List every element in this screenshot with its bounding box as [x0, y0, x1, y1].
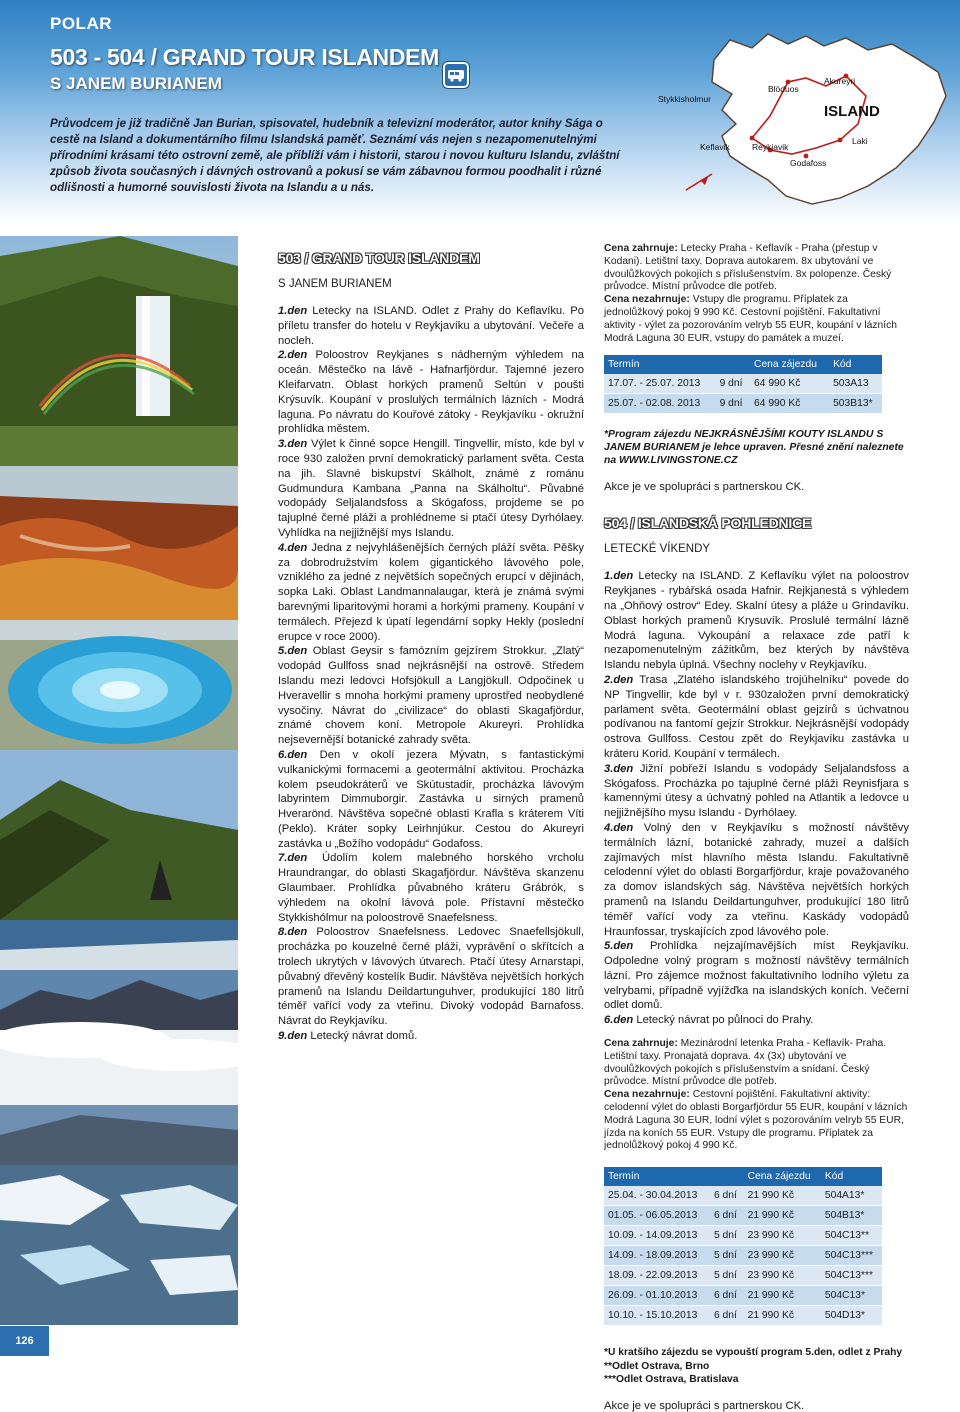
cell-price: 23 990 Kč	[744, 1226, 821, 1246]
tour-504-day-3: 3.den Jižní pobřeží Islandu s vodopády Seljalandsfoss a Skógafoss. Procházka po tajuplné černé pláži Reynisfjara s kamennými útesy a úchvatný pohled na Atlantik a ledovce u nejjižnějšího mysu Islandu - Dyrhólaey.	[604, 762, 909, 820]
cell-length: 5 dní	[710, 1226, 744, 1246]
cell-length: 6 dní	[710, 1206, 744, 1226]
map-title: ISLAND	[824, 103, 880, 120]
cell-term: 10.10. - 15.10.2013	[604, 1306, 710, 1326]
photo-cliffs	[0, 750, 238, 970]
table-row	[604, 394, 882, 414]
tour-504-price-includes: Cena zahrnuje: Mezinárodní letenka Praha - Keflavík- Praha. Letištní taxy. Pronajatá doprava. 4x (3x) ubytování ve dvoulůžkových pokojích s příslušenstvím a snídaní. Český průvodce. Místní průvodce dle potřeb.	[604, 1038, 887, 1088]
footnote-1: *U kratšího zájezdu se vypouští program 5.den, odlet z Prahy	[604, 1347, 903, 1359]
cell-length: 5 dní	[710, 1246, 744, 1266]
col-header-price: Cena zájezdu	[750, 355, 829, 374]
tour-503-day-8: 8.den Poloostrov Snaefelsness. Ledovec Snaefellsjökull, procházka po kouzelné černé pláži, vyprávění o skřítcích a trolech ukrytých v lávových útvarech. Ptačí útesy Arnarstapi, půvabný dřevěný kostelík Budir. Návštěva největších horkých pramenů na Islandu Deildartunguhver, produkující 180 litrů téměř vařící vody za vteřinu. Divoký vodopád Barnafoss. Návrat do Reykjavíku.	[278, 926, 584, 1028]
cell-term: 10.09. - 14.09.2013	[604, 1226, 710, 1246]
photo-fog	[0, 970, 238, 1105]
tour-503-day-2: 2.den Poloostrov Reykjanes s nádherným výhledem na oceán. Městečko na lávě - Hafnarfjördur. Tajemné jezero Kleifarvatn. Oblast horkých pramenů Seltún v poušti Krýsuvík. Koupání v proslulých termálních lázních - Modrá laguna. Po návratu do Kouřové zátoky - Reykjavíku - okružní prohlídka městem.	[278, 349, 584, 436]
photo-waterfall	[0, 236, 238, 466]
tour-504-price-excludes: Cena nezahrnuje: Cestovní pojištění. Fakultativní aktivity: celodenní výlet do oblasti Borgarfjördur 55 EUR, koupání v lázních Modrá Laguna 30 EUR, lodní výlet s pozorováním velryb 55 EUR, jízda na koních 55 EUR. Vstupy dle programu. Příplatek za jednolůžkový pokoj 4 990 Kč.	[604, 1089, 908, 1152]
cell-code: 504B13*	[821, 1206, 882, 1226]
page-title: 503 - 504 / GRAND TOUR ISLANDEM	[50, 44, 440, 70]
cell-code: 504C13**	[821, 1226, 882, 1246]
bus-icon	[443, 62, 469, 88]
table-header-row	[604, 355, 882, 374]
tour-503-day-7: 7.den Údolím kolem malebného horského vrcholu Hraundrangar, do oblasti Skagafjördur. Návštěva skanzenu Glaumbaer. Prohlídka půvabného kráteru Grábrók, s výhledem na okolní lávová pole. Přístavní městečko Stykkishólmur na poloostrově Snaefelsness.	[278, 852, 584, 924]
tour-504-subheading: LETECKÉ VÍKENDY	[604, 543, 711, 556]
table-header-row	[604, 1167, 882, 1186]
cell-price: 21 990 Kč	[744, 1206, 821, 1226]
tour-503-day-9: 9.den Letecký návrat domů.	[278, 1030, 418, 1043]
tour-504-itinerary	[604, 569, 909, 1028]
iceland-map	[656, 30, 956, 218]
col-header-code: Kód	[829, 355, 882, 374]
tour-503-subheading: S JANEM BURIANEM	[278, 278, 392, 290]
map-place-godafoss: Godafoss	[790, 158, 827, 168]
cell-term: 25.04. - 30.04.2013	[604, 1186, 710, 1206]
cell-term: 01.05. - 06.05.2013	[604, 1206, 710, 1226]
tour-503-price-excludes: Cena nezahrnuje: Vstupy dle programu. Příplatek za jednolůžkový pokoj 9 990 Kč. Cestovní pojištění. Fakultativní aktivity - výlet za pozorováním velryb 55 EUR, koupání v lázních Modrá Laguna 30 EUR, vstupy do památek a muzeí.	[604, 294, 898, 344]
page-subtitle: S JANEM BURIANEM	[50, 74, 222, 93]
tour-503-itinerary	[278, 304, 584, 1044]
tour-504-day-6: 6.den Letecký návrat po půlnoci do Prahy.	[604, 1014, 814, 1027]
cell-code: 504A13*	[821, 1186, 882, 1206]
tour-504-dates-table	[604, 1167, 882, 1326]
map-place-akureyri: Akureyri	[824, 76, 856, 86]
map-place-keflavik: Keflavik	[700, 142, 730, 152]
tour-503-cooperation-note: Akce je ve spolupráci s partnerskou CK.	[604, 481, 805, 494]
cell-price: 64 990 Kč	[750, 374, 829, 394]
cell-length: 9 dní	[716, 394, 750, 414]
cell-code: 503B13*	[829, 394, 882, 414]
table-row	[604, 374, 882, 394]
map-place-reykjavik: Reykjavik	[752, 142, 789, 152]
table-row	[604, 1226, 882, 1246]
col-header-term: Termín	[604, 355, 716, 374]
right-column	[604, 243, 909, 1412]
tour-503-day-6: 6.den Den v okolí jezera Mývatn, s fantastickými vulkanickými formacemi a geotermální aktivitou. Procházka kolem pseudokráterů ve Skútustadir, procházka lávovým labyrintem Dimmuborgir. Zastávka u sirných pramenů Hverarönd. Návštěva sopečné oblasti Krafla s kráterem Víti (Peklo). Kráter sopky Leirhnjúkur. Cestou do Akureyri zastávka u „Božího vodopádu“ Godafoss.	[278, 748, 584, 850]
photo-geothermal	[0, 466, 238, 620]
cell-price: 21 990 Kč	[744, 1306, 821, 1326]
cell-code: 504C13***	[821, 1246, 882, 1266]
tour-503-day-5: 5.den Oblast Geysir s famózním gejzírem Strokkur. „Zlatý“ vodopád Gullfoss snad nejkrásnější na ostrově. Středem Islandu mezi ledovci Hofsjökull a Langjökull. Odpočinek u Hveravellir s mnoha horkými prameny uprostřed neobydlené vysočiny. Návrat do „civilizace“ do oblasti Skagafjördur, známé chovem koní. Metropole Akureyri. Prohlídka nejsevernější botanické zahrady světa.	[278, 645, 584, 747]
cell-term: 14.09. - 18.09.2013	[604, 1246, 710, 1266]
map-place-laki: Laki	[852, 136, 868, 146]
tour-504-cooperation-note: Akce je ve spolupráci s partnerskou CK.	[604, 1400, 805, 1412]
cell-code: 504C13*	[821, 1286, 882, 1306]
section-tag: POLAR	[50, 14, 112, 33]
cell-term: 18.09. - 22.09.2013	[604, 1266, 710, 1286]
col-header-code: Kód	[821, 1167, 882, 1186]
footnote-2: **Odlet Ostrava, Brno	[604, 1360, 710, 1372]
tour-504-day-4: 4.den Volný den v Reykjavíku s možností návštěvy termálních lázní, botanické zahrady, muzeí a dalších zajímavých míst hlavního města Islandu. Fakultativně celodenní výlet do oblasti Borgarfjördur, kraje považovaného za domov islandských ság. Návštěva největších horkých pramenů na Islandu Deildartunguhver, produkující 180 litrů téměř vařící vody za vteřinu. Kaskády vodopádů Hraunfossar, tryskajících zpod lávového pole.	[604, 821, 909, 938]
col-header-term: Termín	[604, 1167, 710, 1186]
photo-geyser	[0, 620, 238, 750]
map-place-stykkisholmur: Stykkisholmur	[658, 94, 711, 104]
cell-price: 21 990 Kč	[744, 1186, 821, 1206]
cell-length: 5 dní	[710, 1266, 744, 1286]
cell-length: 6 dní	[710, 1286, 744, 1306]
table-row	[604, 1306, 882, 1326]
tour-504-day-2: 2.den Trasa „Zlatého islandského trojúhelníku“ povede do NP Tingvellir, kde byl v r. 930založen první demokratický parlament světa. Geotermální oblast gejzírů s úchvatnou podívanou na fantomí gejzír Strokkur. Nejkrásnější vodopády ostrova Gullfoss. Cestou zpět do Reykjavíku zastávka u kráteru Korid. Koupání v termálech.	[604, 673, 909, 760]
footnote-3: ***Odlet Ostrava, Bratislava	[604, 1374, 739, 1386]
tour-504-heading: 504 / ISLANDSKÁ POHLEDNICE	[604, 515, 812, 532]
table-row	[604, 1266, 882, 1286]
tour-503-day-3: 3.den Výlet k činné sopce Hengill. Tingvellir, místo, kde byl v roce 930 založen první demokratický parlament světa. Cesta na jih. Slavné biskupství Skálholt, známé z románu Gudmundura Kambana „Panna na Skálholtu“. Půvabné vodopády Seljalandsfoss a Skógafoss, projdeme se po tajuplné černé pláži a prohlédneme si ptačí útesy Dyrhólaey. Vyhlídka na nejjižnější mys Islandu.	[278, 438, 584, 539]
cell-price: 23 990 Kč	[744, 1266, 821, 1286]
cell-price: 64 990 Kč	[750, 394, 829, 414]
table-row	[604, 1186, 882, 1206]
tour-504-footnotes	[604, 1346, 909, 1386]
cell-code: 504D13*	[821, 1306, 882, 1326]
tour-504-day-5: 5.den Prohlídka nejzajímavějších míst Reykjavíku. Odpoledne volný program s možností návštěvy termálních lázní. Pro zájemce možnost fakultativního lodního výletu za velrybami, případně vyjížďka na islandských koních. Večerní odlet domů.	[604, 940, 909, 1012]
cell-length: 6 dní	[710, 1306, 744, 1326]
cell-length: 6 dní	[710, 1186, 744, 1206]
table-row	[604, 1246, 882, 1266]
cell-term: 17.07. - 25.07. 2013	[604, 374, 716, 394]
tour-503-column	[278, 250, 584, 1044]
col-header-length	[710, 1167, 744, 1186]
cell-term: 26.09. - 01.10.2013	[604, 1286, 710, 1306]
tour-503-dates-table	[604, 355, 882, 414]
tour-503-promo-note: *Program zájezdu NEJKRÁSNĚJŠÍMI KOUTY ISLANDU S JANEM BURIANEM je lehce upraven. Přesné znění naleznete na WWW.LIVINGSTONE.CZ	[604, 429, 904, 467]
col-header-length	[716, 355, 750, 374]
tour-503-day-4: 4.den Jedna z nejvyhlášenějších černých pláží světa. Pěšky za dobrodružstvím kolem gigantického lávového pole, vzniklého za jedné z největších sopečných erupcí v dějinách, sopka Laki. Oblast Landmannalaugar, která je známá svými barevnými liparitovými horami a horkými prameny. Koupání v termálech. Přejezd k úpatí legendární sopky Hekly (poslední erupce v roce 2000).	[278, 541, 584, 643]
table-row	[604, 1286, 882, 1306]
photo-glacier-lagoon	[0, 1105, 238, 1325]
table-row	[604, 1206, 882, 1226]
map-place-bloduos: Blöduos	[768, 84, 799, 94]
tour-503-heading: 503 / GRAND TOUR ISLANDEM	[278, 250, 480, 266]
cell-price: 23 990 Kč	[744, 1246, 821, 1266]
page-number: 126	[0, 1326, 49, 1356]
cell-price: 21 990 Kč	[744, 1286, 821, 1306]
col-header-price: Cena zájezdu	[744, 1167, 821, 1186]
cell-code: 503A13	[829, 374, 882, 394]
cell-length: 9 dní	[716, 374, 750, 394]
tour-504-day-1: 1.den Letecky na ISLAND. Z Keflavíku výlet na poloostrov Reykjanes - rybářská osada Hafnir. Rejkjanestá s výhledem na „Ohňový ostrov“ Edey. Skalní útesy a pláže u Grindavíku. Oblast horkých pramenů Krysuvík. Proslulé termální lázně Modrá laguna. Vykoupání a relaxace zde patří k nezapomenutelným zážitkům, bez kterých by návštěva Islandu nebyla úplná. Všechny noclehy v Reykjavíku.	[604, 570, 909, 672]
tour-503-day-1: 1.den Letecky na ISLAND. Odlet z Prahy do Keflavíku. Po příletu transfer do hotelu v Reykjavíku a ubytování. Večeře a nocleh.	[278, 305, 584, 347]
cell-term: 25.07. - 02.08. 2013	[604, 394, 716, 414]
cell-code: 504C13***	[821, 1266, 882, 1286]
intro-text: Průvodcem je již tradičně Jan Burian, spisovatel, hudebník a televizní moderátor, autor knihy Sága o cestě na Island a dokumentárního filmu Islandská paměť. Seznámí vás nejen s nezapomenutelnými přírodními krásami této ostrovní země, ale přiblíží vám i historii, starou i novou kulturu Islandu, zvláštní způsob života současných i dávných ostrovanů a pokusí se vám zábavnou formou poodhalit i různé odlišnosti a humorné souvislosti života na Islandu a u nás.	[50, 117, 620, 194]
tour-503-price-includes: Cena zahrnuje: Letecky Praha - Keflavík - Praha (přestup v Kodani). Letištní taxy. Doprava autokarem. 8x ubytování ve dvoulůžkových pokojích s příslušenstvím. 8x polopenze. Český průvodce. Místní průvodce dle potřeb.	[604, 243, 892, 293]
